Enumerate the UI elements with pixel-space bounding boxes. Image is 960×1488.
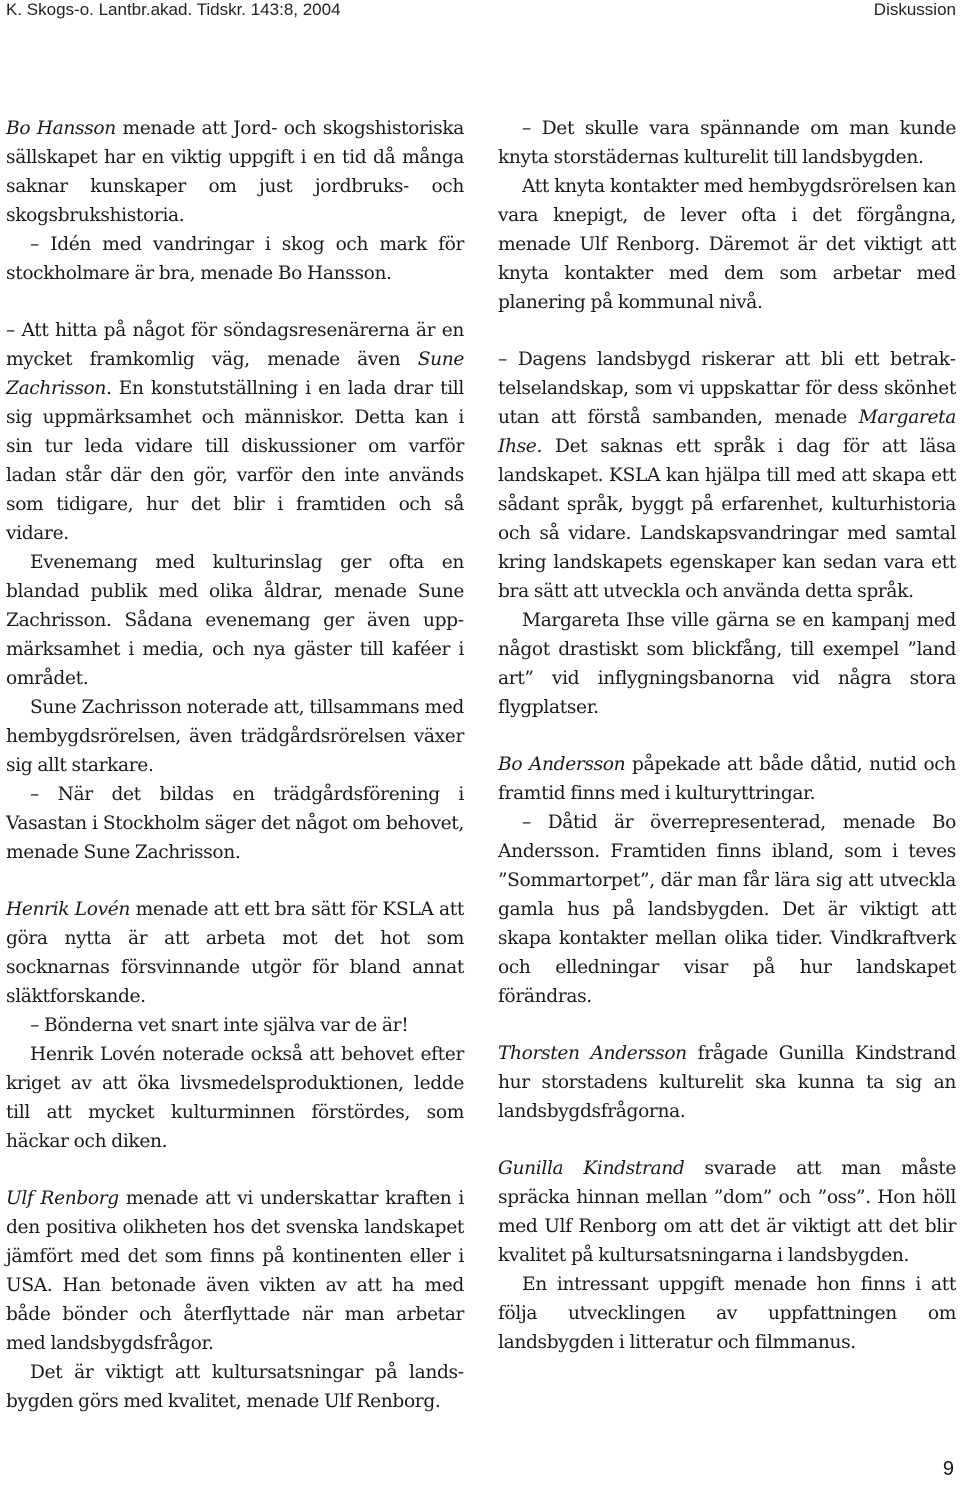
- paragraph: [498, 750, 956, 808]
- paragraph-text: Det är viktigt att kultursatsningar på landsbygden görs med kvalitet, menade Ulf Renborg.: [6, 1362, 464, 1412]
- paragraph: [498, 172, 956, 317]
- paragraph-text: menade att Jord- och skogshistoriska sällskapet har en viktig uppgift i en tid då många saknar kunskaper om just jordbruks- och skogsbrukshistoria.: [6, 118, 464, 226]
- paragraph: [6, 693, 464, 780]
- paragraph: [6, 1011, 464, 1040]
- paragraph: [6, 1040, 464, 1156]
- paragraph-text: . Det saknas ett språk i dag för att läsa landskapet. KSLA kan hjälpa till med att skapa ett sådant språk, byggt på erfarenhet, kulturhistoria och så vidare. Landskapsvandringar med samtal kring landskapets egenskaper kan sedan vara ett bra sätt att utveckla och använda detta språk.: [498, 436, 956, 602]
- paragraph: [6, 114, 464, 230]
- paragraph: [498, 114, 956, 172]
- left-column: [6, 114, 464, 1416]
- paragraph: [498, 606, 956, 722]
- paragraph-text: – Bönderna vet snart inte själva var de är!: [30, 1015, 409, 1036]
- paragraph-text: En intressant uppgift menade hon finns i att följa utvecklingen av uppfattningen om landsbygden i litteratur och filmmanus.: [498, 1274, 956, 1353]
- paragraph: [498, 1154, 956, 1270]
- paragraph: [6, 1184, 464, 1358]
- paragraph: [498, 808, 956, 1011]
- page-number: 9: [942, 1458, 954, 1480]
- paragraph-text: menade att ett bra sätt för KSLA att göra nytta är att arbeta mot det hot som socknarnas försvinnande utgör för bland annat släktforskande.: [6, 899, 464, 1007]
- paragraph: [6, 230, 464, 288]
- paragraph-text: Evenemang med kulturinslag ger ofta en blandad publik med olika åldrar, menade Sune Zachrisson. Sådana evenemang ger även uppmärksamhet i media, och nya gäster till kaféer i området.: [6, 552, 464, 689]
- speaker-name: Gunilla Kindstrand: [498, 1158, 685, 1179]
- paragraph: [6, 780, 464, 867]
- paragraph: [498, 1039, 956, 1126]
- paragraph: [498, 1270, 956, 1357]
- paragraph-text: svarade att man måste spräcka hinnan mellan ”dom” och ”oss”. Hon höll med Ulf Renborg om att det är viktigt att det blir kvalitet på kultursatsningarna i landsbygden.: [498, 1158, 956, 1266]
- paragraph-text: – Dåtid är överrepresenterad, menade Bo Andersson. Framtiden finns ibland, som i teves ”Sommartorpet”, där man får lära sig att utveckla gamla hus på landsbygden. Det är viktigt att skapa kontakter mellan olika tider. Vindkraftverk och elledningar visar på hur landskapet förändras.: [498, 812, 956, 1007]
- journal-citation: K. Skogs-o. Lantbr.akad. Tidskr. 143:8, 2004: [6, 0, 341, 19]
- paragraph-text: – Dagens landsbygd riskerar att bli ett betraktelselandskap, som vi uppskattar för dess skönhet utan att förstå sambanden, menade: [498, 349, 956, 428]
- paragraph-text: menade att vi underskattar kraften i den positiva olikheten hos det svenska landskapet jämfört med det som finns på kontinenten eller i USA. Han betonade även vikten av att ha med både bönder och återflyttade när man arbetar med landsbygdsfrågor.: [6, 1188, 464, 1354]
- paragraph-text: frågade Gunilla Kindstrand hur storstadens kulturelit ska kunna ta sig an landsbygdsfrågorna.: [498, 1043, 957, 1122]
- section-title: Diskussion: [873, 0, 956, 19]
- paragraph-text: Henrik Lovén noterade också att behovet efter kriget av att öka livsmedelsproduktionen, ledde till att mycket kulturminnen förstördes, som häckar och diken.: [6, 1044, 464, 1152]
- speaker-name: Henrik Lovén: [6, 899, 131, 920]
- paragraph-text: – Att hitta på något för söndagsresenärerna är en mycket framkomlig väg, menade även: [6, 320, 464, 370]
- speaker-name: Margareta Ihse: [498, 407, 956, 457]
- speaker-name: Bo Andersson: [498, 754, 626, 775]
- paragraph-text: – Det skulle vara spännande om man kunde knyta storstädernas kulturelit till landsbygden.: [498, 118, 956, 168]
- speaker-name: Thorsten Andersson: [498, 1043, 687, 1064]
- paragraph-text: Sune Zachrisson noterade att, tillsammans med hembygdsrörelsen, även trädgårdsrörelsen växer sig allt starkare.: [6, 697, 464, 776]
- paragraph: [6, 895, 464, 1011]
- paragraph-text: påpekade att både dåtid, nutid och framtid finns med i kulturyttringar.: [498, 754, 956, 804]
- paragraph: [6, 548, 464, 693]
- paragraph-text: – När det bildas en trädgårdsförening i Vasastan i Stockholm säger det något om behovet, menade Sune Zachrisson.: [6, 784, 464, 863]
- paragraph: [6, 1358, 464, 1416]
- right-column: [498, 114, 956, 1357]
- running-header: [0, 0, 960, 22]
- speaker-name: Ulf Renborg: [6, 1188, 119, 1209]
- speaker-name: Bo Hansson: [6, 118, 116, 139]
- paragraph-text: . En konstutställning i en lada drar till sig uppmärksamhet och människor. Detta kan i sin tur leda vidare till diskussioner om varför ladan står där den gör, varför den inte används som tidigare, hur det blir i framtiden och så vidare.: [6, 378, 464, 544]
- paragraph-text: Att knyta kontakter med hembygdsrörelsen kan vara knepigt, de lever ofta i det förgångna, menade Ulf Renborg. Däremot är det viktigt att knyta kontakter med dem som arbetar med planering på kommunal nivå.: [498, 176, 956, 313]
- speaker-name: Sune Zachrisson: [6, 349, 464, 399]
- paragraph-text: Margareta Ihse ville gärna se en kampanj med något drastiskt som blickfång, till exempel ”land art” vid inflygningsbanorna vid några stora flygplatser.: [498, 610, 956, 718]
- paragraph-text: – Idén med vandringar i skog och mark för stockholmare är bra, menade Bo Hansson.: [6, 234, 464, 284]
- paragraph: [6, 316, 464, 548]
- paragraph: [498, 345, 956, 606]
